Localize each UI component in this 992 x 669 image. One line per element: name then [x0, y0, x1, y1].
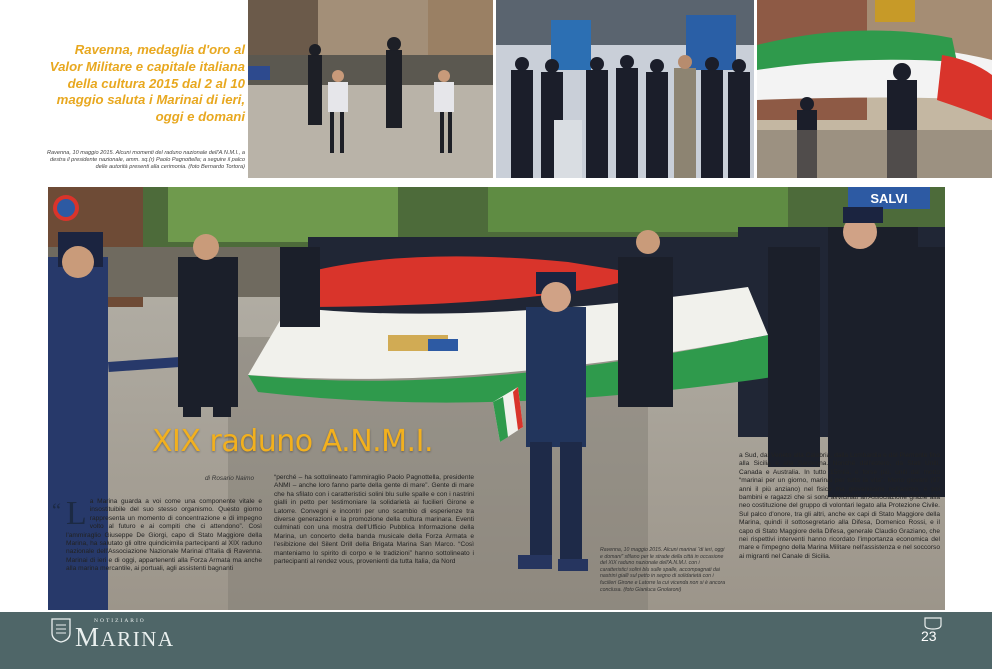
- magazine-logo-rest: ARINA: [100, 627, 175, 651]
- article-byline: di Rosario Naimo: [205, 475, 255, 482]
- article-column-1-text: a Marina guarda a voi come una componente vitale e insostituibile del suo stesso organismo. Questo giorno rappresenta un momento di concentrazione e di impegno volto al futuro e ai compiti che ci attendono”. Così l'ammiraglio Giuseppe De Giorgi, capo di Stato Maggiore della Marina, ha salutato gli oltre quindicimila partecipanti al XIX raduno nazionale dell'Associazione Nazionale Marinai d'Italia di Ravenna. Marinai di ieri e di oggi, appartenenti alla Forza Armata ma anche alla marina mercantile, ai portuali, agli assistenti bagnanti: [66, 498, 262, 573]
- article-headline: XIX raduno A.N.M.I.: [152, 424, 433, 459]
- drop-cap: L: [66, 495, 87, 532]
- navy-crest-icon: [50, 617, 72, 643]
- magazine-logo-initial: M: [75, 622, 101, 652]
- opening-quote-mark: “: [52, 500, 61, 522]
- authorities-podium-photo: [496, 0, 754, 178]
- top-photo-caption: Ravenna, 10 maggio 2015. Alcuni momenti del raduno nazionale dell'A.N.M.I., a destra il presidente nazionale, amm. sq.(r) Paolo Pagnottella; a seguire il palco delle autorità presenti alla cerimonia. (foto Bernardo Tortora): [46, 150, 245, 170]
- main-photo-caption: Ravenna, 10 maggio 2015. Alcuni marinai “di ieri, oggi e domani” sfilano per le strade della città in occasione del XIX raduno nazionale dell'A.N.M.I. con i caratteristici solini blu sulle spalle, accompagnati dai nastrini gialli sul petto in segno di solidarietà con i fucilieri Girone e Latorre la cui vicenda non si è ancora conclusa. (foto Gianluca Gnolaroni): [600, 547, 726, 593]
- magazine-logo-subtitle: NOTIZIARIO: [94, 618, 146, 624]
- article-column-2: “perché – ha sottolineato l'ammiraglio Paolo Pagnottella, presidente ANMI – anche loro fanno parte della gente di mare”. Gente di mare che ha sfilato con i caratteristici solini blu sulle spalle e con i nastrini gialli in petto per testimoniare la solidarietà ai fucilieri Girone e Latorre. Convegni e incontri per uno scambio di esperienze tra diverse generazioni e la promozione della cultura marinara. Eventi culminati con una mostra dell'Ufficio Pubblica Informazione della Marina, un concerto della banda musicale della Forza Armata e l'esibizione del Silent Drill della Brigata Marina San Marco. “Così manteniamo lo spirito di corpo e le tradizioni” hanno sottolineato i partecipanti al rendez vous, provenienti da tutta Italia, da Nord: [274, 474, 474, 566]
- article-column-3: a Sud, dal Veneto alla Calabria, dalla Lombardia e dal Piemonte fino alla Sicilia e alla Sardegna. Nonché dall'estero, da Stati Uniti, Canada e Australia. In tutto 15mila, e forse più, uniti dal motto “marinai per un giorno, marinai per tutta la vita”. Meno giovani (97 anni il più anziano) nel fisico ma giovanissimi nell'animo, e poi bambini e ragazzi che si sono avvicinati all'Associazione grazie alla neo costituzione del gruppo di volontari legato alla Protezione Civile. Sul palco d'onore, tra gli altri, anche ex capi di Stato Maggiore della Marina, quindi il sottosegretario alla Difesa, Domenico Rossi, e il capo di Stato Maggiore della Difesa, generale Claudio Graziano, che nei rispettivi interventi hanno ricordato l'importanza economica del mare e l'impegno della Marina Militare nell'assistenza e nel soccorso ai migranti nel Canale di Sicilia.: [739, 452, 940, 560]
- salvi-street-sign: SALVI: [870, 191, 908, 206]
- article-column-1: [66, 495, 262, 574]
- page-number: 23: [921, 628, 937, 644]
- flag-bearer-photo: [757, 0, 992, 178]
- parade-children-photo: [248, 0, 493, 178]
- magazine-logo: [75, 622, 175, 653]
- top-headline: Ravenna, medaglia d'oro al Valor Militare e capitale italiana della cultura 2015 dal 2 al 10 maggio saluta i Marinai di ieri, oggi e domani: [49, 42, 245, 125]
